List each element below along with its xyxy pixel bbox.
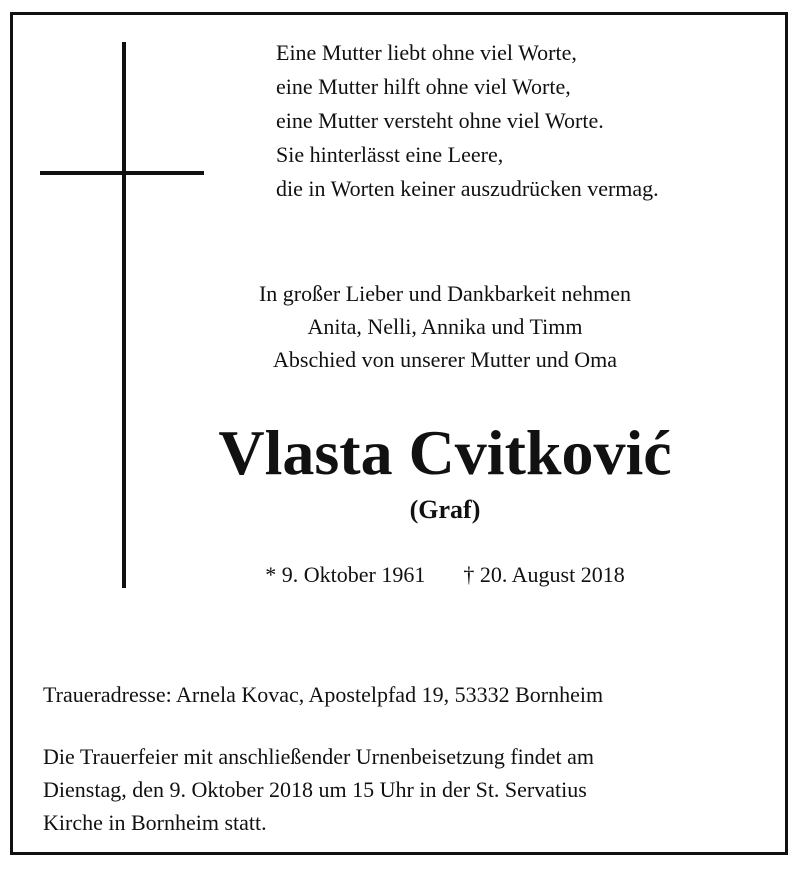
poem-line: eine Mutter versteht ohne viel Worte. — [276, 108, 604, 133]
poem-line: eine Mutter hilft ohne viel Worte, — [276, 74, 571, 99]
cross-horizontal-bar — [40, 171, 204, 175]
life-dates — [150, 559, 740, 591]
deceased-name: Vlasta Cvitković — [218, 417, 672, 488]
birth-date: * 9. Oktober 1961 — [265, 562, 426, 587]
ceremony-info — [43, 740, 773, 839]
ceremony-line: Die Trauerfeier mit anschließender Urnenbeisetzung findet am — [43, 744, 595, 769]
mourners-intro — [150, 277, 740, 376]
intro-line: Abschied von unserer Mutter und Oma — [273, 347, 617, 372]
cross-vertical-bar — [122, 42, 126, 588]
mourning-address: Traueradresse: Arnela Kovac, Apostelpfad 19, 53332 Bornheim — [43, 682, 604, 707]
ceremony-line: Kirche in Bornheim statt. — [43, 810, 267, 835]
intro-line: Anita, Nelli, Annika und Timm — [307, 314, 583, 339]
poem-line: Eine Mutter liebt ohne viel Worte, — [276, 40, 577, 65]
poem-line: Sie hinterlässt eine Leere, — [276, 142, 504, 167]
maiden-name: (Graf) — [409, 495, 481, 524]
ceremony-line: Dienstag, den 9. Oktober 2018 um 15 Uhr in der St. Servatius — [43, 777, 587, 802]
death-date: † 20. August 2018 — [463, 562, 625, 587]
poem-line: die in Worten keiner auszudrücken vermag. — [276, 176, 659, 201]
poem — [276, 36, 659, 206]
intro-line: In großer Lieber und Dankbarkeit nehmen — [258, 281, 632, 306]
